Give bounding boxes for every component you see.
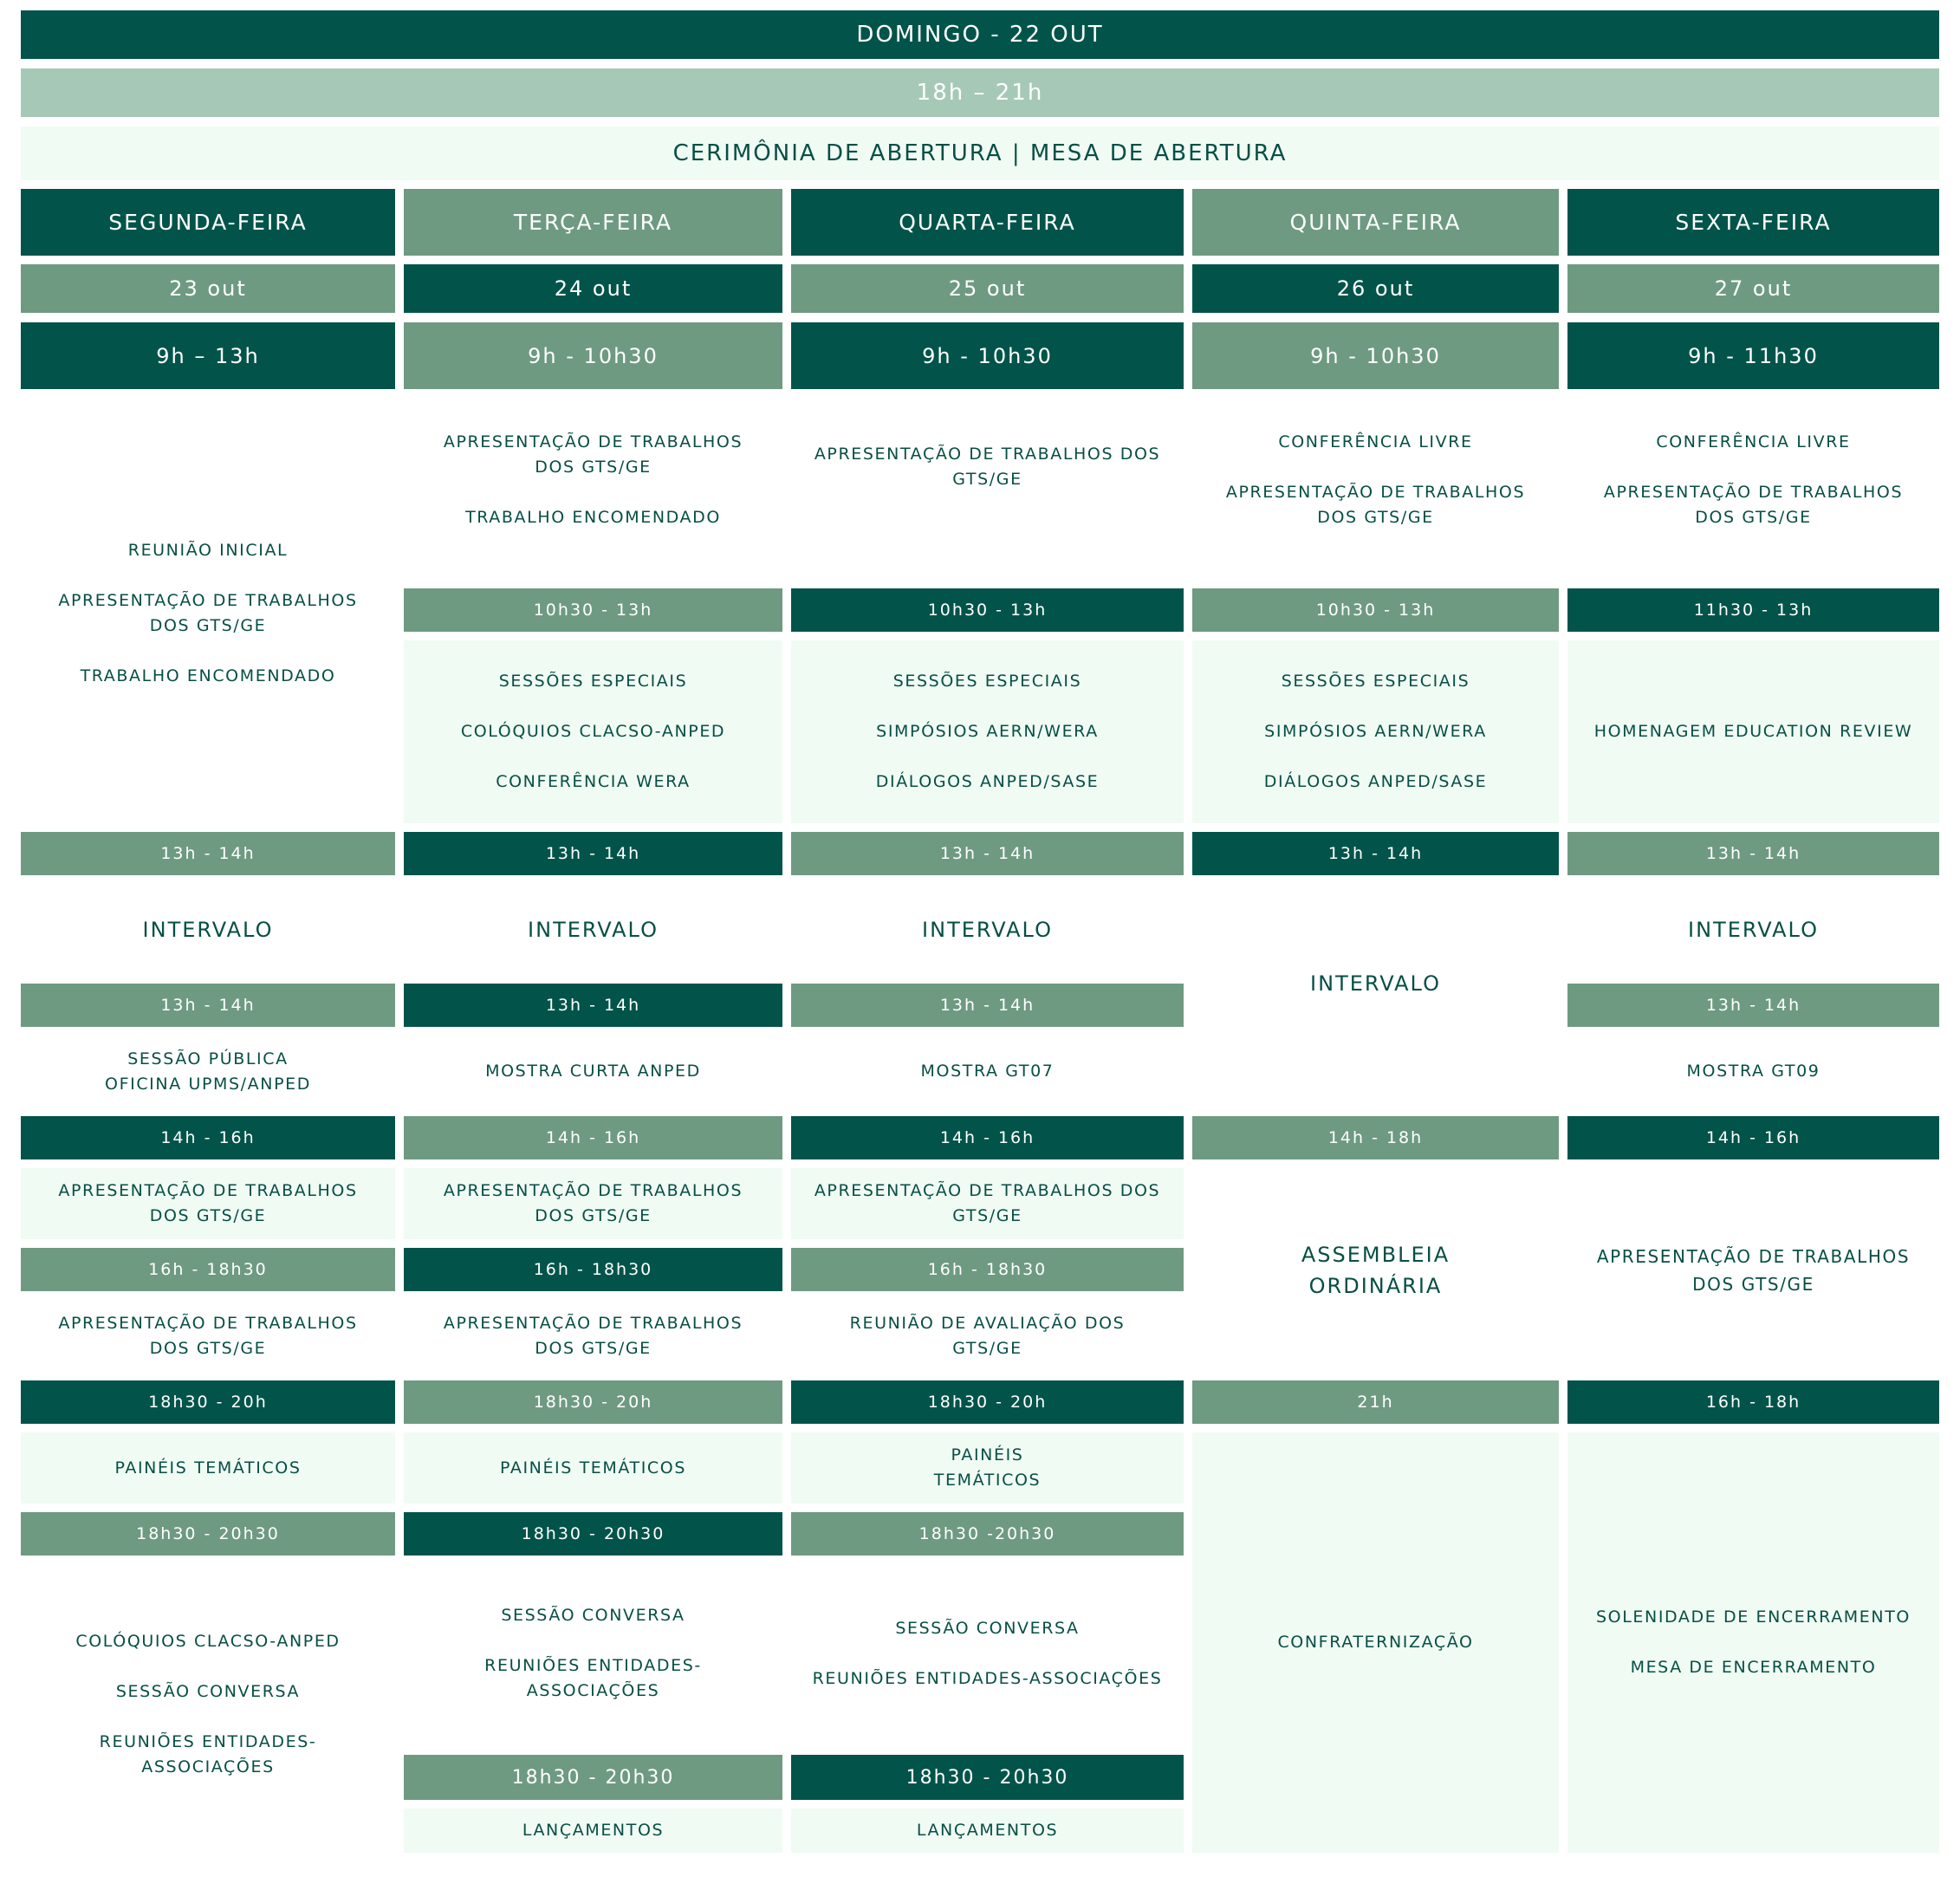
activity-label: APRESENTAÇÃO DE TRABALHOS [1603,482,1904,502]
activity-label: DOS GTS/GE [149,1338,267,1358]
activity-label: LANÇAMENTOS [522,1821,665,1840]
activity-label: SESSÕES ESPECIAIS [498,672,688,691]
activity-label: APRESENTAÇÃO DE TRABALHOS DOS [814,445,1161,464]
time-bar-wednesday-1830-2030: 18h30 -20h30 [791,1512,1184,1556]
wednesday-noite [791,1556,1184,1751]
time-bar-tuesday-lancamentos: 18h30 - 20h30 [404,1755,782,1800]
tuesday-intervalo: INTERVALO [528,917,659,942]
thursday-assembleia [1192,1159,1559,1380]
activity-label: DIÁLOGOS ANPED/SASE [1263,772,1488,791]
activity-label: ASSEMBLEIA [1301,1242,1451,1267]
wednesday-mostra [791,1027,1184,1116]
activity-label: ASSOCIAÇÕES [526,1681,660,1700]
friday-homenagem [1567,640,1939,823]
time-bar-tuesday-13h-b: 13h - 14h [404,984,782,1027]
friday-encerramento [1567,1432,1939,1853]
activity-label: DIÁLOGOS ANPED/SASE [875,772,1100,791]
time-bar-wednesday-13h-b: 13h - 14h [791,984,1184,1027]
day-name-tuesday: TERÇA-FEIRA [404,189,782,256]
monday-sessao-publica [21,1027,395,1116]
activity-label: DOS GTS/GE [1695,507,1812,527]
sunday-time-bar: 18h – 21h [21,68,1939,117]
activity-label: APRESENTAÇÃO DE TRABALHOS [443,1313,743,1333]
activity-label: COLÓQUIOS CLACSO-ANPED [460,722,726,741]
activity-label: CONFRATERNIZAÇÃO [1277,1633,1474,1652]
time-bar-friday-14h: 14h - 16h [1567,1116,1939,1159]
activity-label: PAINÉIS TEMÁTICOS [500,1458,686,1478]
friday-intervalo: INTERVALO [1688,917,1819,942]
activity-label: DOS GTS/GE [535,457,652,477]
time-bar-monday-1830: 18h30 - 20h [21,1380,395,1424]
time-bar-thursday-14h: 14h - 18h [1192,1116,1559,1159]
time-bar-wednesday-14h: 14h - 16h [791,1116,1184,1159]
thursday-morning-activities [1192,398,1559,587]
activity-label: SIMPÓSIOS AERN/WERA [1264,722,1487,741]
activity-label: SIMPÓSIOS AERN/WERA [876,722,1099,741]
activity-label: APRESENTAÇÃO DE TRABALHOS [58,590,358,610]
time-bar-monday-13h: 13h - 14h [21,832,395,875]
wednesday-reuniao-avaliacao [791,1291,1184,1380]
activity-label: MOSTRA CURTA ANPED [485,1062,701,1081]
time-bar-friday-1130: 11h30 - 13h [1567,588,1939,632]
activity-label: MOSTRA GT09 [1686,1062,1820,1081]
activity-label: DOS GTS/GE [1317,507,1434,527]
activity-label: MOSTRA GT07 [920,1062,1055,1081]
activity-label: MESA DE ENCERRAMENTO [1630,1658,1877,1677]
activity-label: REUNIÕES ENTIDADES-ASSOCIAÇÕES [812,1668,1163,1688]
activity-label: REUNIÃO DE AVALIAÇÃO DOS [849,1313,1126,1333]
wednesday-paineis [791,1432,1184,1504]
activity-label: SOLENIDADE DE ENCERRAMENTO [1596,1607,1911,1627]
day-name-wednesday: QUARTA-FEIRA [791,189,1184,256]
thursday-confraternizacao [1192,1432,1559,1853]
activity-label: APRESENTAÇÃO DE TRABALHOS [58,1313,358,1333]
monday-paineis [21,1432,395,1504]
activity-label: ASSOCIAÇÕES [141,1757,275,1776]
slot-tuesday-1: 9h - 10h30 [404,322,782,389]
time-bar-thursday-13h: 13h - 14h [1192,832,1559,875]
time-bar-monday-13h-b: 13h - 14h [21,984,395,1027]
day-date-friday: 27 out [1567,264,1939,313]
tuesday-mostra [404,1027,782,1116]
activity-label: DOS GTS/GE [535,1338,652,1358]
activity-label: CONFERÊNCIA WERA [496,772,691,791]
friday-apresentacao-tarde [1567,1159,1939,1380]
tuesday-apresentacao-tarde [404,1168,782,1239]
thursday-sessoes [1192,640,1559,823]
activity-label: PAINÉIS [951,1445,1024,1465]
wednesday-intervalo: INTERVALO [922,917,1053,942]
time-bar-wednesday-16h: 16h - 18h30 [791,1248,1184,1291]
day-name-monday: SEGUNDA-FEIRA [21,189,395,256]
time-bar-tuesday-1030: 10h30 - 13h [404,588,782,632]
monday-noite [21,1556,395,1853]
activity-label: REUNIÕES ENTIDADES- [484,1656,702,1675]
activity-label: SESSÃO CONVERSA [115,1681,301,1701]
slot-monday-1: 9h – 13h [21,322,395,389]
monday-morning-activities [21,398,395,828]
wednesday-apresentacao-tarde [791,1168,1184,1239]
activity-label: ORDINÁRIA [1308,1273,1443,1298]
activity-label: COLÓQUIOS CLACSO-ANPED [75,1631,341,1651]
time-bar-wednesday-1030: 10h30 - 13h [791,588,1184,632]
activity-label: REUNIÕES ENTIDADES- [99,1731,317,1751]
day-date-tuesday: 24 out [404,264,782,313]
activity-label: APRESENTAÇÃO DE TRABALHOS [1225,482,1526,502]
activity-label: SESSÃO PÚBLICA [127,1049,289,1068]
activity-label: DOS GTS/GE [535,1206,652,1225]
wednesday-morning-activities [791,398,1184,587]
activity-label: OFICINA UPMS/ANPED [105,1074,311,1094]
tuesday-noite [404,1556,782,1751]
activity-label: CONFERÊNCIA LIVRE [1278,432,1473,451]
friday-morning-activities [1567,398,1939,587]
time-bar-monday-14h: 14h - 16h [21,1116,395,1159]
sunday-event-bar: CERIMÔNIA DE ABERTURA | MESA DE ABERTURA [21,127,1939,180]
activity-label: TEMÁTICOS [933,1471,1042,1490]
activity-label: CONFERÊNCIA LIVRE [1656,432,1851,451]
time-bar-tuesday-16h: 16h - 18h30 [404,1248,782,1291]
activity-label: REUNIÃO INICIAL [127,540,289,560]
activity-label: GTS/GE [952,1206,1022,1225]
tuesday-morning-activities [404,398,782,587]
activity-label: APRESENTAÇÃO DE TRABALHOS [1596,1245,1911,1267]
activity-label: LANÇAMENTOS [916,1821,1059,1840]
activity-label: SESSÃO CONVERSA [501,1606,685,1625]
tuesday-paineis [404,1432,782,1504]
day-date-wednesday: 25 out [791,264,1184,313]
day-date-monday: 23 out [21,264,395,313]
time-bar-thursday-21h: 21h [1192,1380,1559,1424]
sunday-title-bar: DOMINGO - 22 OUT [21,10,1939,59]
tuesday-sessoes [404,640,782,823]
time-bar-wednesday-1830: 18h30 - 20h [791,1380,1184,1424]
wednesday-lancamentos [791,1809,1184,1853]
activity-label: TRABALHO ENCOMENDADO [465,507,721,527]
time-bar-tuesday-13h: 13h - 14h [404,832,782,875]
activity-label: GTS/GE [952,1338,1022,1358]
day-name-friday: SEXTA-FEIRA [1567,189,1939,256]
time-bar-friday-13h-b: 13h - 14h [1567,984,1939,1027]
activity-label: PAINÉIS TEMÁTICOS [114,1458,302,1478]
time-bar-friday-13h: 13h - 14h [1567,832,1939,875]
activity-label: HOMENAGEM EDUCATION REVIEW [1593,722,1913,741]
tuesday-lancamentos [404,1809,782,1853]
activity-label: DOS GTS/GE [149,1206,267,1225]
time-bar-tuesday-1830: 18h30 - 20h [404,1380,782,1424]
time-bar-monday-16h: 16h - 18h30 [21,1248,395,1291]
tuesday-apresentacao-tarde-2 [404,1291,782,1380]
time-bar-tuesday-1830-2030: 18h30 - 20h30 [404,1512,782,1556]
slot-thursday-1: 9h - 10h30 [1192,322,1559,389]
time-bar-monday-1830-2030: 18h30 - 20h30 [21,1512,395,1556]
activity-label: SESSÃO CONVERSA [895,1618,1080,1638]
time-bar-friday-16h: 16h - 18h [1567,1380,1939,1424]
day-name-thursday: QUINTA-FEIRA [1192,189,1559,256]
activity-label: SESSÕES ESPECIAIS [892,672,1082,691]
activity-label: DOS GTS/GE [149,615,267,635]
day-date-thursday: 26 out [1192,264,1559,313]
time-bar-wednesday-13h: 13h - 14h [791,832,1184,875]
monday-apresentacao-tarde [21,1168,395,1239]
activity-label: TRABALHO ENCOMENDADO [80,666,336,685]
time-bar-wednesday-lancamentos: 18h30 - 20h30 [791,1755,1184,1800]
activity-label: APRESENTAÇÃO DE TRABALHOS [58,1181,358,1200]
time-bar-tuesday-14h: 14h - 16h [404,1116,782,1159]
activity-label: SESSÕES ESPECIAIS [1281,672,1470,691]
activity-label: APRESENTAÇÃO DE TRABALHOS [443,432,743,451]
activity-label: DOS GTS/GE [1692,1273,1814,1295]
friday-mostra [1567,1027,1939,1116]
time-bar-thursday-1030: 10h30 - 13h [1192,588,1559,632]
slot-wednesday-1: 9h - 10h30 [791,322,1184,389]
monday-apresentacao-tarde-2 [21,1291,395,1380]
activity-label: GTS/GE [952,470,1022,489]
wednesday-sessoes [791,640,1184,823]
activity-label: APRESENTAÇÃO DE TRABALHOS [443,1181,743,1200]
slot-friday-1: 9h - 11h30 [1567,322,1939,389]
activity-label: APRESENTAÇÃO DE TRABALHOS DOS [814,1181,1161,1200]
thursday-intervalo: INTERVALO [1310,971,1441,996]
monday-intervalo: INTERVALO [142,917,274,942]
